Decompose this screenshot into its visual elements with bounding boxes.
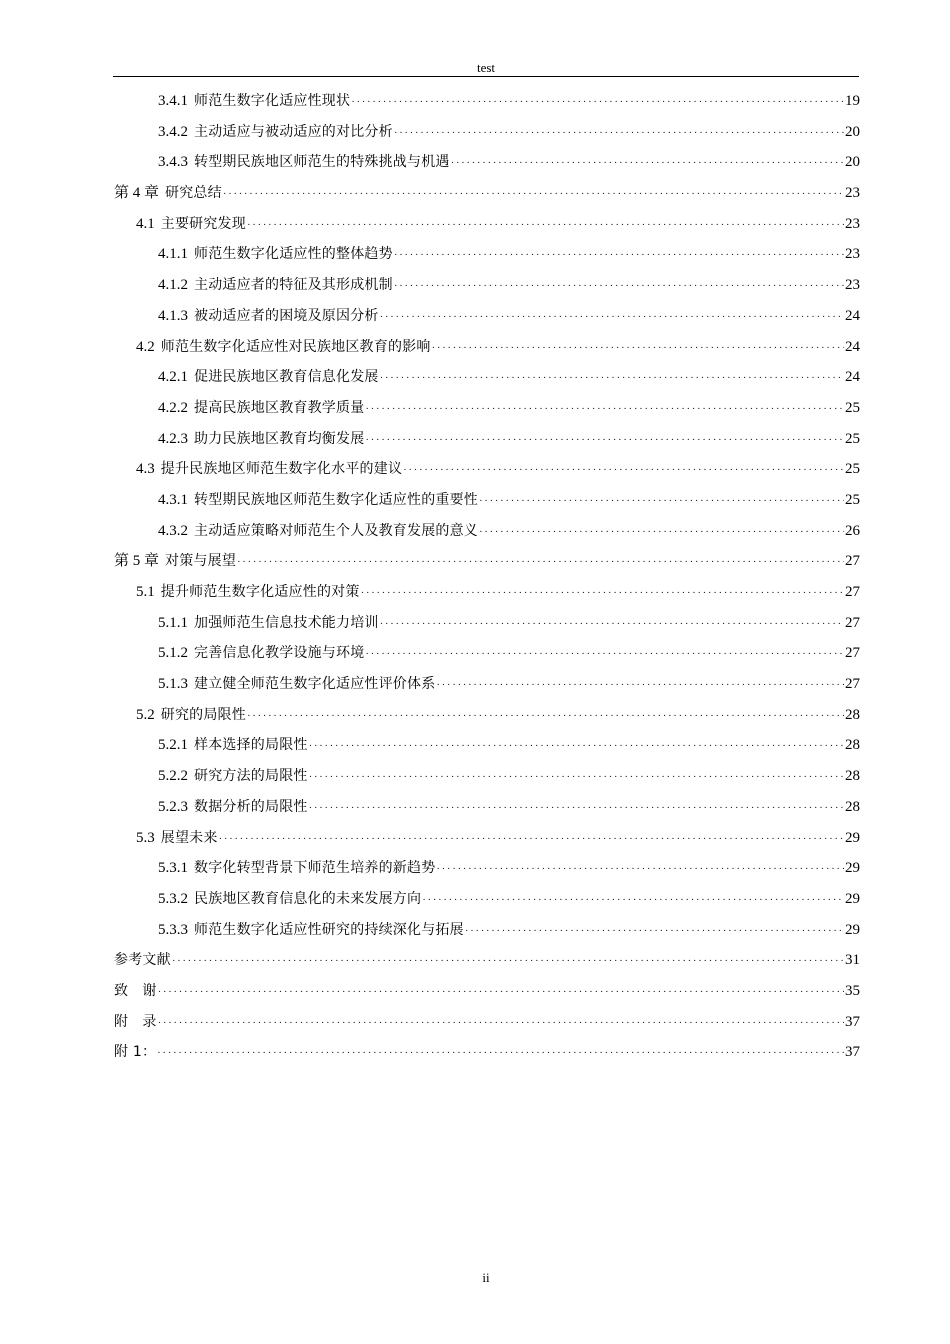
- toc-entry[interactable]: [114, 761, 860, 792]
- toc-entry-number: 5.1.2: [158, 645, 188, 662]
- toc-entry-number: 5.3: [136, 829, 155, 846]
- toc-entry-page: 25: [845, 430, 860, 447]
- toc-entry-title: 研究的局限性: [160, 706, 246, 723]
- toc-dot-leader: [365, 639, 844, 670]
- toc-entry-number: 3.4.1: [158, 93, 188, 109]
- toc-entry-number: 5.1.1: [158, 614, 188, 631]
- toc-entry-number: 4.2.2: [158, 399, 188, 416]
- toc-entry-title: 研究方法的局限性: [194, 768, 308, 785]
- toc-entry-number: 5.1: [136, 584, 155, 600]
- toc-entry[interactable]: [114, 730, 860, 761]
- toc-dot-leader: [351, 87, 844, 118]
- toc-entry-number: 第 5 章: [114, 553, 160, 570]
- toc-entry[interactable]: [114, 915, 860, 946]
- toc-entry-title: 附 1：: [114, 1044, 157, 1061]
- toc-entry-number: 5.2: [136, 706, 155, 723]
- toc-entry-title: 师范生数字化适应性的整体趋势: [194, 246, 393, 263]
- toc-entry-number: 4.1.2: [158, 277, 188, 294]
- toc-dot-leader: [380, 363, 844, 394]
- toc-dot-leader: [394, 271, 844, 302]
- toc-dot-leader: [172, 946, 844, 977]
- toc-entry[interactable]: [114, 853, 860, 884]
- toc-dot-leader: [436, 854, 844, 885]
- toc-entry[interactable]: [114, 884, 860, 915]
- toc-entry[interactable]: [114, 823, 860, 854]
- toc-dot-leader: [436, 670, 844, 701]
- toc-entry-page: 24: [845, 338, 860, 355]
- toc-dot-leader: [158, 1008, 844, 1039]
- toc-entry[interactable]: [114, 485, 860, 516]
- toc-entry[interactable]: [114, 86, 860, 117]
- toc-dot-leader: [432, 333, 844, 364]
- toc-entry-page: 27: [845, 645, 860, 662]
- toc-entry[interactable]: [114, 209, 860, 240]
- toc-entry[interactable]: [114, 608, 860, 639]
- toc-entry-title: 附 录: [114, 1013, 157, 1030]
- toc-entry-number: 4.2.1: [158, 369, 188, 386]
- toc-entry[interactable]: [114, 516, 860, 547]
- toc-entry-page: 35: [845, 982, 860, 999]
- toc-entry-page: 19: [845, 93, 860, 109]
- toc-entry-page: 29: [845, 860, 860, 877]
- table-of-contents: [114, 86, 860, 1068]
- toc-entry-page: 28: [845, 737, 860, 754]
- toc-entry[interactable]: [114, 332, 860, 363]
- toc-entry-title: 数字化转型背景下师范生培养的新趋势: [194, 860, 436, 877]
- toc-entry-title: 展望未来: [160, 829, 218, 846]
- toc-dot-leader: [223, 179, 844, 210]
- toc-dot-leader: [365, 425, 844, 456]
- toc-entry-title: 被动适应者的困境及原因分析: [194, 307, 379, 324]
- toc-entry-number: 3.4.3: [158, 154, 188, 171]
- toc-dot-leader: [380, 609, 844, 640]
- toc-entry-title: 师范生数字化适应性现状: [194, 93, 351, 109]
- toc-dot-leader: [237, 547, 844, 578]
- toc-entry-number: 5.3.2: [158, 890, 188, 907]
- toc-entry[interactable]: [114, 393, 860, 424]
- toc-entry[interactable]: [114, 792, 860, 823]
- toc-entry-title: 数据分析的局限性: [194, 798, 308, 815]
- toc-entry-page: 23: [845, 215, 860, 232]
- toc-dot-leader: [422, 885, 844, 916]
- toc-entry-title: 样本选择的局限性: [194, 737, 308, 754]
- toc-entry-page: 23: [845, 246, 860, 263]
- toc-entry[interactable]: [114, 669, 860, 700]
- toc-entry-page: 24: [845, 369, 860, 386]
- toc-entry-page: 27: [845, 676, 860, 693]
- toc-entry-page: 29: [845, 829, 860, 846]
- toc-entry-page: 27: [845, 584, 860, 600]
- toc-entry-number: 5.3.1: [158, 860, 188, 877]
- toc-dot-leader: [247, 701, 844, 732]
- toc-entry-number: 4.3.1: [158, 491, 188, 508]
- header-rule: [113, 76, 859, 77]
- toc-entry-title: 转型期民族地区师范生的特殊挑战与机遇: [194, 154, 450, 171]
- toc-entry-page: 27: [845, 614, 860, 631]
- toc-dot-leader: [465, 916, 844, 947]
- toc-entry-title: 对策与展望: [165, 553, 237, 570]
- toc-entry-title: 参考文献: [114, 952, 171, 969]
- toc-dot-leader: [380, 302, 844, 333]
- toc-entry-title: 转型期民族地区师范生数字化适应性的重要性: [194, 491, 478, 508]
- toc-dot-leader: [451, 148, 844, 179]
- toc-entry-title: 助力民族地区教育均衡发展: [194, 430, 365, 447]
- toc-dot-leader: [479, 486, 844, 517]
- toc-entry-page: 25: [845, 491, 860, 508]
- toc-entry-title: 加强师范生信息技术能力培训: [194, 614, 379, 631]
- toc-entry[interactable]: [114, 976, 860, 1007]
- toc-entry-page: 23: [845, 185, 860, 202]
- toc-entry-page: 28: [845, 768, 860, 785]
- toc-entry[interactable]: [114, 1037, 860, 1068]
- toc-dot-leader: [219, 824, 844, 855]
- toc-entry[interactable]: [114, 424, 860, 455]
- toc-dot-leader: [394, 240, 844, 271]
- toc-entry-title: 促进民族地区教育信息化发展: [194, 369, 379, 386]
- toc-dot-leader: [247, 210, 844, 241]
- toc-entry-number: 第 4 章: [114, 185, 160, 202]
- toc-entry-page: 26: [845, 522, 860, 539]
- toc-entry-number: 4.2.3: [158, 430, 188, 447]
- toc-dot-leader: [158, 977, 844, 1008]
- toc-entry[interactable]: [114, 301, 860, 332]
- toc-dot-leader: [365, 394, 844, 425]
- toc-entry[interactable]: [114, 1007, 860, 1038]
- toc-entry-number: 4.3: [136, 461, 155, 478]
- toc-entry-title: 研究总结: [165, 185, 222, 202]
- toc-entry-number: 5.2.3: [158, 798, 188, 815]
- toc-dot-leader: [309, 793, 844, 824]
- toc-entry-page: 25: [845, 461, 860, 478]
- toc-entry-page: 31: [845, 952, 860, 969]
- toc-entry-number: 5.2.2: [158, 768, 188, 785]
- toc-dot-leader: [361, 578, 844, 609]
- toc-entry-number: 4.1: [136, 215, 155, 232]
- toc-entry-number: 5.1.3: [158, 676, 188, 693]
- toc-entry-title: 主动适应与被动适应的对比分析: [194, 123, 393, 140]
- toc-entry[interactable]: [114, 147, 860, 178]
- toc-entry-page: 25: [845, 399, 860, 416]
- toc-entry-title: 致 谢: [114, 982, 157, 999]
- toc-entry[interactable]: [114, 546, 860, 577]
- toc-dot-leader: [309, 762, 844, 793]
- toc-dot-leader: [394, 118, 844, 149]
- toc-entry[interactable]: [114, 638, 860, 669]
- toc-entry-title: 提升师范生数字化适应性的对策: [160, 584, 360, 600]
- toc-entry-title: 提高民族地区教育教学质量: [194, 399, 365, 416]
- page-header: test: [476, 60, 496, 75]
- toc-entry-page: 29: [845, 921, 860, 938]
- toc-entry[interactable]: [114, 577, 860, 608]
- toc-entry-number: 5.3.3: [158, 921, 188, 938]
- toc-entry-page: 27: [845, 553, 860, 570]
- toc-entry-title: 提升民族地区师范生数字化水平的建议: [160, 461, 403, 478]
- toc-entry-page: 37: [845, 1044, 860, 1061]
- toc-entry-page: 20: [845, 123, 860, 140]
- toc-dot-leader: [479, 517, 844, 548]
- toc-dot-leader: [403, 455, 844, 486]
- toc-entry-number: 4.1.1: [158, 246, 188, 263]
- toc-dot-leader: [157, 1038, 844, 1069]
- toc-entry[interactable]: [114, 239, 860, 270]
- toc-entry[interactable]: [114, 117, 860, 148]
- toc-entry-page: 37: [845, 1013, 860, 1030]
- toc-entry-page: 28: [845, 798, 860, 815]
- toc-entry-number: 3.4.2: [158, 123, 188, 140]
- toc-entry-title: 师范生数字化适应性研究的持续深化与拓展: [194, 921, 464, 938]
- toc-entry-title: 完善信息化教学设施与环境: [194, 645, 365, 662]
- toc-entry[interactable]: [114, 362, 860, 393]
- toc-entry-title: 主动适应者的特征及其形成机制: [194, 277, 393, 294]
- toc-entry-page: 24: [845, 307, 860, 324]
- toc-entry[interactable]: [114, 945, 860, 976]
- toc-entry-title: 主要研究发现: [160, 215, 246, 232]
- toc-entry-page: 20: [845, 154, 860, 171]
- page-number: ii: [482, 1270, 490, 1285]
- toc-entry[interactable]: [114, 178, 860, 209]
- toc-entry[interactable]: [114, 454, 860, 485]
- toc-entry-page: 28: [845, 706, 860, 723]
- toc-entry-title: 建立健全师范生数字化适应性评价体系: [194, 676, 436, 693]
- toc-dot-leader: [309, 731, 844, 762]
- toc-entry-title: 师范生数字化适应性对民族地区教育的影响: [160, 338, 431, 355]
- toc-entry-number: 4.3.2: [158, 522, 188, 539]
- toc-entry-number: 5.2.1: [158, 737, 188, 754]
- toc-entry-page: 29: [845, 890, 860, 907]
- toc-entry[interactable]: [114, 700, 860, 731]
- toc-entry-title: 民族地区教育信息化的未来发展方向: [194, 890, 422, 907]
- toc-entry-number: 4.2: [136, 338, 155, 355]
- toc-entry-title: 主动适应策略对师范生个人及教育发展的意义: [194, 522, 478, 539]
- toc-entry-page: 23: [845, 277, 860, 294]
- toc-entry-number: 4.1.3: [158, 307, 188, 324]
- toc-entry[interactable]: [114, 270, 860, 301]
